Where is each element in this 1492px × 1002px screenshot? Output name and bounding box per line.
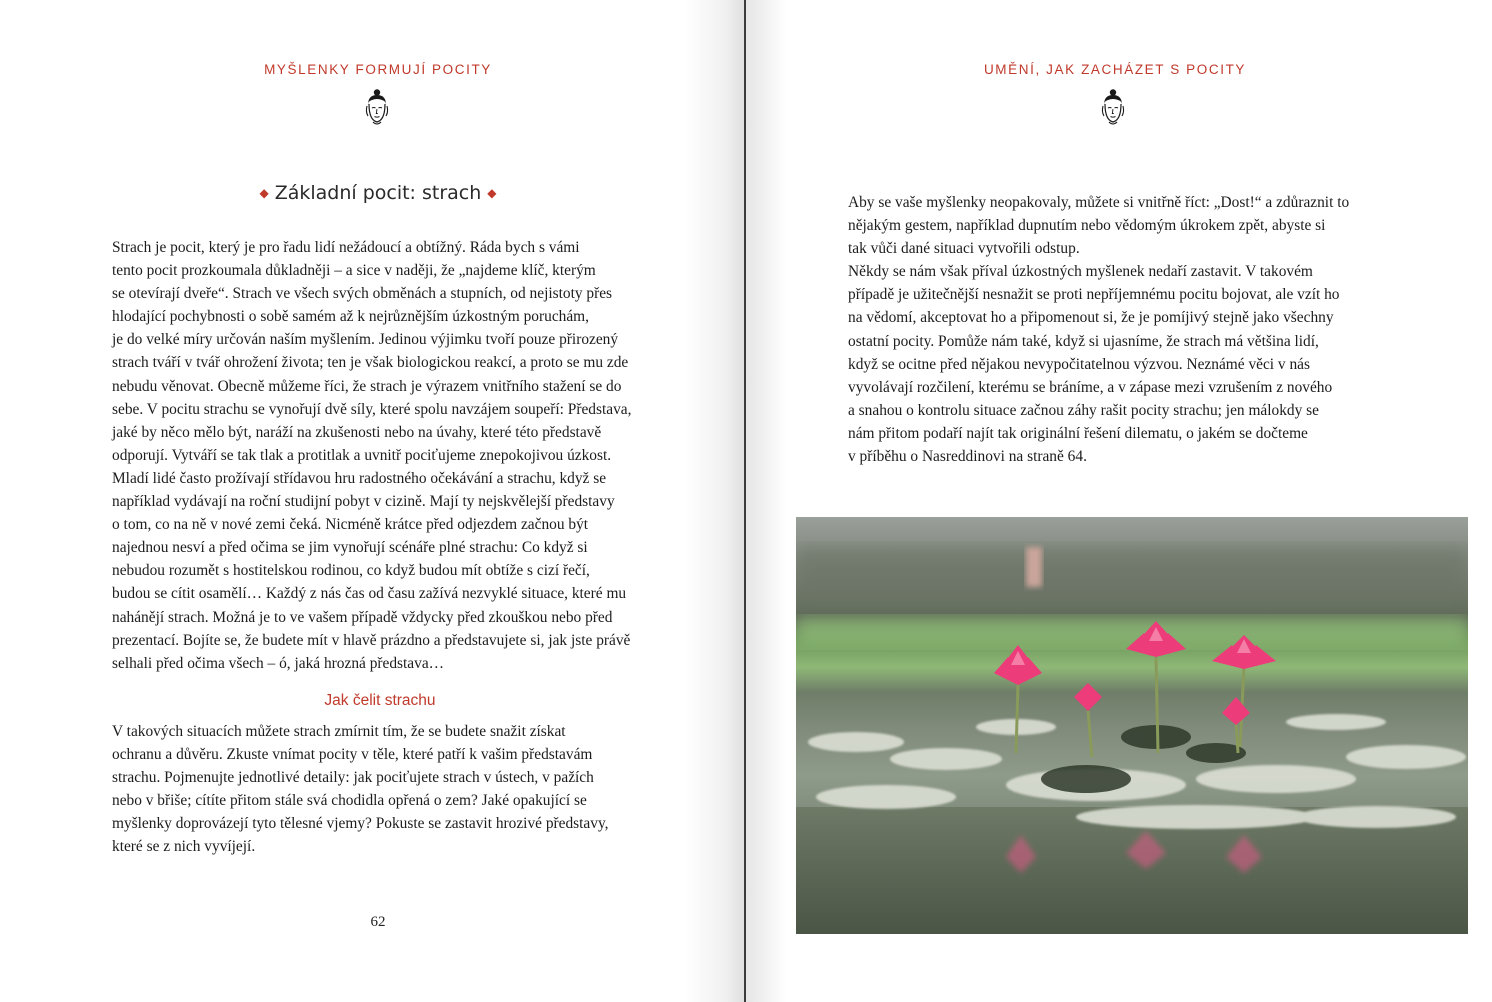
text-line: myšlenky doprovázejí tyto tělesné vjemy? Pokuste se zastavit hrozivé představy,: [112, 815, 609, 833]
gutter-shadow: [684, 0, 744, 1002]
water-lily-photo: [796, 517, 1468, 934]
text-line: nebudu věnovat. Obecně můžeme říci, že strach je výrazem vnitřního stažení se do: [112, 377, 622, 395]
text-line: nahánějí strach. Možná je to ve vašem případě vždycky před zkouškou nebo před: [112, 608, 613, 626]
text-line: na vědomí, akceptovat ho a připomenout si, že je pomíjivý stejně jako všechny: [848, 309, 1334, 327]
text-line: prezentací. Bojíte se, že budete mít v hlavě prázdno a představujete si, jak jste právě: [112, 631, 631, 649]
ornament-icon: ◆: [487, 186, 497, 200]
text-line: strachu. Pojmenujte jednotlivé detaily: jak pociťujete strach v ústech, v pažích: [112, 769, 594, 787]
text-line: ostatní pocity. Pomůže nám také, když si ujasníme, že strach má většina lidí,: [848, 332, 1319, 350]
body-paragraph: [848, 191, 1384, 468]
running-head-right: UMĚNÍ, JAK ZACHÁZET S POCITY: [983, 62, 1247, 77]
text-line: hlodající pochybnosti o sobě samém až k nejrůznějším úzkostným poruchám,: [112, 308, 590, 326]
text-line: nějakým gestem, například dupnutím nebo vědomým úkrokem zpět, abyste si: [848, 217, 1326, 235]
text-line: a snahou o kontrolu situace začnou záhy rašit pocity strachu; jen málokdy se: [848, 401, 1319, 419]
text-line: selhali před očima všech – ó, jaká hrozná představa…: [112, 654, 445, 672]
text-line: V takových situacích můžete strach zmírnit tím, že se budete snažit získat: [112, 723, 566, 740]
text-line: Aby se vaše myšlenky neopakovaly, můžete si vnitřně říct: „Dost!“ a zdůraznit to: [848, 194, 1350, 211]
buddha-head-icon: [1100, 88, 1126, 128]
body-paragraph: [112, 236, 648, 675]
page-number: 62: [370, 914, 386, 930]
subheading: Jak čelit strachu: [324, 692, 436, 709]
text-line: budou se cítit osamělí… Každý z nás čas od času zažívá nezvyklé situace, které mu: [112, 585, 627, 603]
text-line: v příběhu o Nasreddinovi na straně 64.: [848, 448, 1087, 466]
body-paragraph: [112, 720, 648, 859]
text-line: Strach je pocit, který je pro řadu lidí nežádoucí a obtížný. Ráda bych s vámi: [112, 239, 580, 256]
text-line: odporují. Vytváří se tak tlak a protitlak a uvnitř pociťujeme znepokojivou úzkost.: [112, 446, 612, 464]
text-line: například vydávají na roční studijní pobyt v cizině. Mají ty nejskvělejší představy: [112, 493, 615, 511]
text-line: je do velké míry určován naším myšlením. Jedinou výjimku tvoří pouze přirozený: [112, 331, 619, 349]
text-line: Někdy se nám však příval úzkostných myšlenek nedaří zastavit. V takovém: [848, 263, 1313, 281]
text-line: se otevírají dveře“. Strach ve všech svých obměnách a stupních, od nejistoty přes: [112, 285, 613, 303]
text-line: sebe. V pocitu strachu se vynořují dvě síly, které spolu navzájem soupeří: Představa,: [112, 400, 632, 418]
section-title-text: Základní pocit: strach: [274, 182, 482, 204]
text-line: případě je užitečnější nesnažit se proti nepříjemnému pocitu bojovat, ale vzít ho: [848, 286, 1340, 304]
text-line: najednou nesví a před očima se jim vynořují scénáře plné strachu: Co když si: [112, 539, 588, 557]
text-line: jaké by něco mělo být, naráží na zkušenosti nebo na úvahy, které této představě: [112, 423, 602, 441]
text-line: nebo v břiše; cítíte přitom stále svá chodidla opřená o zem? Jaké opakující se: [112, 792, 587, 810]
text-line: vyvolávají rozčilení, kterému se bráníme, a v zápase mezi vzrušením z nového: [848, 378, 1333, 396]
ornament-icon: ◆: [259, 186, 269, 200]
text-line: tak vůči dané situaci vytvořili odstup.: [848, 240, 1080, 258]
section-title: [112, 182, 644, 204]
buddha-head-icon: [364, 88, 390, 128]
text-line: když se ocitne před nějakou nevypočitatelnou výzvou. Neznámé věci v nás: [848, 355, 1310, 373]
text-line: Mladí lidé často prožívají střídavou hru radostného očekávání a strachu, když se: [112, 469, 607, 487]
pink-water-lilies-photo: [796, 517, 1468, 934]
text-line: nebudou rozumět s hostitelskou rodinou, co když budou mít obtíže s cizí řečí,: [112, 562, 590, 580]
gutter-shadow: [746, 0, 786, 1002]
text-line: o tom, co na ně v nové zemi čeká. Nicméně krátce před odjezdem začnou být: [112, 516, 589, 534]
text-line: ochranu a důvěru. Zkuste vnímat pocity v těle, které patří k vašim představám: [112, 746, 593, 764]
running-head-left: MYŠLENKY FORMUJÍ POCITY: [264, 62, 492, 77]
text-line: tento pocit prozkoumala důkladněji – a sice v naději, že „najdeme klíč, kterým: [112, 262, 596, 280]
text-line: které se z nich vyvíjejí.: [112, 838, 256, 856]
text-line: strach tváří v tvář ohrožení života; ten je však biologickou reakcí, a proto se mu zde: [112, 354, 629, 372]
text-line: nám přitom podaří najít tak originální řešení dilematu, o jakém se dočteme: [848, 424, 1308, 442]
